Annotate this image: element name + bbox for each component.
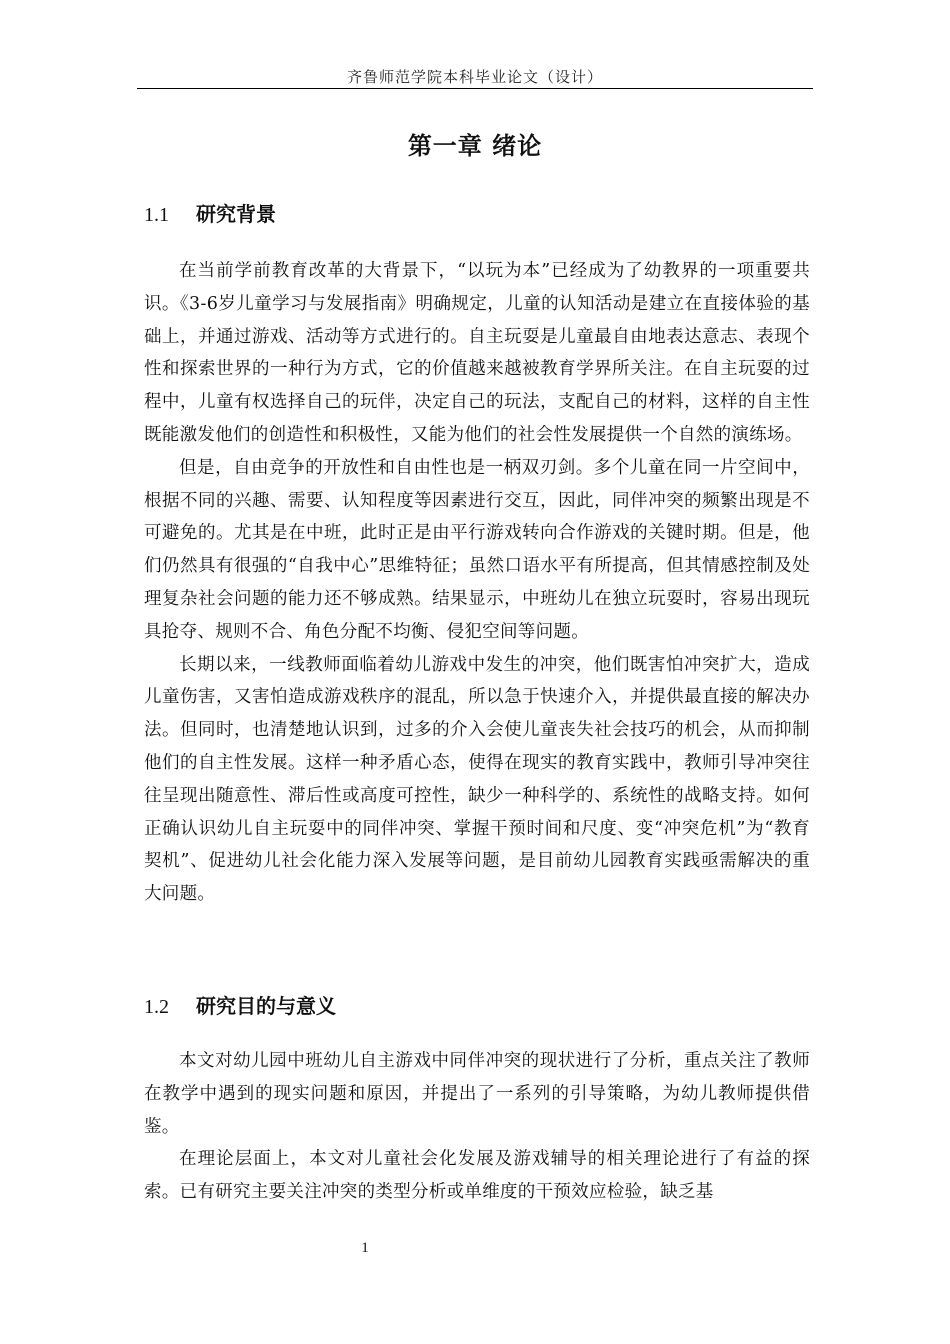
section-heading-1-1 [144, 198, 276, 227]
section-1-1-body [144, 255, 810, 911]
section-title: 研究目的与意义 [196, 994, 336, 1018]
paragraph: 长期以来，一线教师面临着幼儿游戏中发生的冲突，他们既害怕冲突扩大，造成儿童伤害，又害怕造成游戏秩序的混乱，所以急于快速介入，并提供最直接的解决办法。但同时，也清楚地认识到，过多的介入会使儿童丧失社会技巧的机会，从而抑制他们的自主性发展。这样一种矛盾心态，使得在现实的教育实践中，教师引导冲突往往呈现出随意性、滞后性或高度可控性，缺少一种科学的、系统性的战略支持。如何正确认识幼儿自主玩耍中的同伴冲突、掌握干预时间和尺度、变“冲突危机”为“教育契机”、促进幼儿社会化能力深入发展等问题，是目前幼儿园教育实践亟需解决的重大问题。 [144, 654, 810, 905]
paragraph: 本文对幼儿园中班幼儿自主游戏中同伴冲突的现状进行了分析，重点关注了教师在教学中遇到的现实问题和原因，并提出了一系列的引导策略，为幼儿教师提供借鉴。 [144, 1051, 810, 1137]
chapter-title: 第一章 绪论 [407, 132, 543, 160]
section-heading-1-2 [144, 990, 336, 1019]
header-rule [137, 88, 813, 89]
running-header: 齐鲁师范学院本科毕业论文（设计） [346, 68, 603, 86]
section-1-2-body [144, 1045, 810, 1209]
section-number: 1.2 [144, 996, 169, 1018]
page-number: 1 [361, 1240, 369, 1256]
paragraph: 但是，自由竞争的开放性和自由性也是一柄双刃剑。多个儿童在同一片空间中，根据不同的兴趣、需要、认知程度等因素进行交互，因此，同伴冲突的频繁出现是不可避免的。尤其是在中班，此时正是由平行游戏转向合作游戏的关键时期。但是，他们仍然具有很强的“自我中心”思维特征；虽然口语水平有所提高，但其情感控制及处理复杂社会问题的能力还不够成熟。结果显示，中班幼儿在独立玩耍时，容易出现玩具抢夺、规则不合、角色分配不均衡、侵犯空间等问题。 [144, 457, 810, 642]
section-number: 1.1 [144, 204, 169, 226]
paragraph: 在理论层面上，本文对儿童社会化发展及游戏辅导的相关理论进行了有益的探索。已有研究主要关注冲突的类型分析或单维度的干预效应检验，缺乏基 [144, 1149, 810, 1203]
paragraph: 在当前学前教育改革的大背景下，“以玩为本”已经成为了幼教界的一项重要共识。《3-6岁儿童学习与发展指南》明确规定，儿童的认知活动是建立在直接体验的基础上，并通过游戏、活动等方式进行的。自主玩耍是儿童最自由地表达意志、表现个性和探索世界的一种行为方式，它的价值越来越被教育学界所关注。在自主玩耍的过程中，儿童有权选择自己的玩伴，决定自己的玩法，支配自己的材料，这样的自主性既能激发他们的创造性和积极性，又能为他们的社会性发展提供一个自然的演练场。 [144, 261, 810, 445]
section-title: 研究背景 [196, 202, 276, 226]
